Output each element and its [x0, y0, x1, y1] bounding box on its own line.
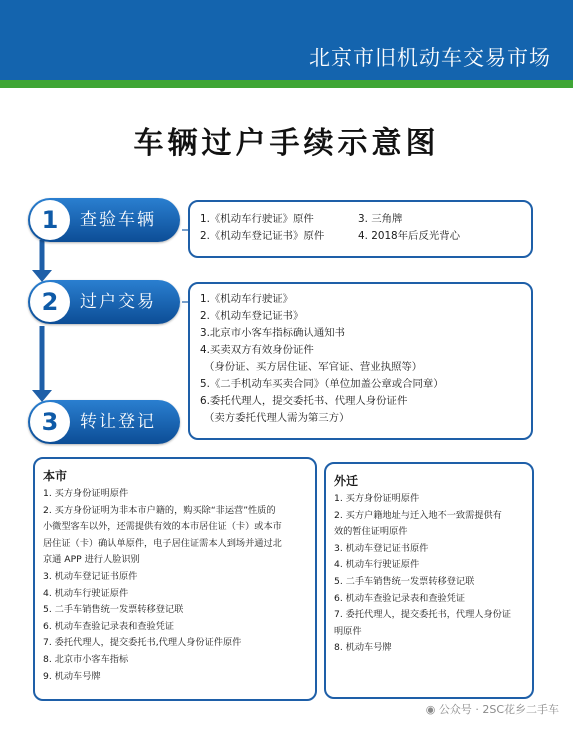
wechat-icon: ◉ [425, 703, 436, 716]
step-label: 转让登记 [80, 412, 156, 432]
list-item: 5.《二手机动车买卖合同》（单位加盖公章或合同章） [200, 378, 444, 390]
list-item: 9. 机动车号牌 [43, 670, 101, 682]
list-item: 7. 委托代理人，提交委托书，代理人身份证 [334, 609, 512, 621]
step-label: 过户交易 [80, 292, 156, 312]
list-item: 2.《机动车登记证书》 [200, 310, 304, 322]
step-1-inspect-vehicle [28, 198, 180, 242]
list-item: 3. 三角牌 [358, 213, 403, 225]
list-item: （身份证、买方居住证、军官证、营业执照等） [204, 361, 423, 373]
list-item: 4.买卖双方有效身份证件 [200, 344, 314, 356]
step-number: 3 [30, 402, 70, 442]
step-3-transfer-registration [28, 400, 180, 444]
list-item: 2. 买方户籍地址与迁入地不一致需提供有 [334, 509, 502, 521]
inspect-col-1 [200, 211, 324, 245]
header-title: 北京市旧机动车交易市场 [309, 46, 551, 70]
page-title: 车辆过户手续示意图 [133, 126, 440, 161]
list-item: 明原件 [334, 625, 362, 637]
list-item: 居住证（卡）确认单原件，电子居住证需本人到场并通过北 [43, 537, 282, 549]
inspect-requirements-box [188, 200, 533, 258]
list-item: 2.《机动车登记证书》原件 [200, 230, 325, 242]
local-list [43, 466, 282, 685]
list-item: 京通 APP 进行人脸识别 [43, 554, 140, 566]
list-item: 5. 二手车销售统一发票转移登记联 [334, 575, 475, 587]
list-item: 3. 机动车登记证书原件 [334, 542, 429, 554]
list-item: （卖方委托代理人需为第三方） [204, 412, 350, 424]
transfer-list [200, 291, 444, 427]
inspect-col-2 [358, 211, 460, 245]
local-registration-box [33, 457, 317, 701]
section-title: 本市 [43, 469, 68, 483]
list-item: 效的暂住证明原件 [334, 526, 408, 538]
step-number: 2 [30, 282, 70, 322]
step-label: 查验车辆 [80, 210, 156, 230]
list-item: 3.北京市小客车指标确认通知书 [200, 327, 345, 339]
list-item: 7. 委托代理人，提交委托书,代理人身份证件原件 [43, 637, 242, 649]
list-item: 1.《机动车行驶证》 [200, 293, 294, 305]
list-item: 1. 买方身份证明原件 [334, 493, 420, 504]
step-2-transfer-trade [28, 280, 180, 324]
outbound-list [334, 471, 511, 657]
list-item: 8. 机动车号牌 [334, 642, 392, 654]
list-item: 6.委托代理人，提交委托书、代理人身份证件 [200, 395, 408, 407]
step-number: 1 [30, 200, 70, 240]
list-item: 3. 机动车登记证书原件 [43, 570, 138, 582]
list-item: 6. 机动车查验记录表和查验凭证 [334, 592, 466, 604]
list-item: 4. 2018年后反光背心 [358, 230, 461, 242]
section-title: 外迁 [334, 474, 359, 488]
list-item: 5. 二手车销售统一发票转移登记联 [43, 604, 184, 616]
list-item: 4. 机动车行驶证原件 [43, 587, 129, 599]
list-item: 2. 买方身份证明为非本市户籍的，购买除“非运营”性质的 [43, 504, 276, 516]
transfer-requirements-box [188, 282, 533, 440]
outbound-registration-box [324, 462, 534, 699]
list-item: 1. 买方身份证明原件 [43, 488, 129, 499]
list-item: 4. 机动车行驶证原件 [334, 559, 420, 571]
list-item: 1.《机动车行驶证》原件 [200, 213, 314, 225]
list-item: 小微型客车以外，还需提供有效的本市居住证（卡）或本市 [43, 521, 282, 533]
list-item: 8. 北京市小客车指标 [43, 653, 129, 665]
watermark-text: 公众号 · 2SC花乡二手车 [438, 703, 559, 716]
watermark [426, 701, 559, 717]
list-item: 6. 机动车查验记录表和查验凭证 [43, 620, 175, 632]
